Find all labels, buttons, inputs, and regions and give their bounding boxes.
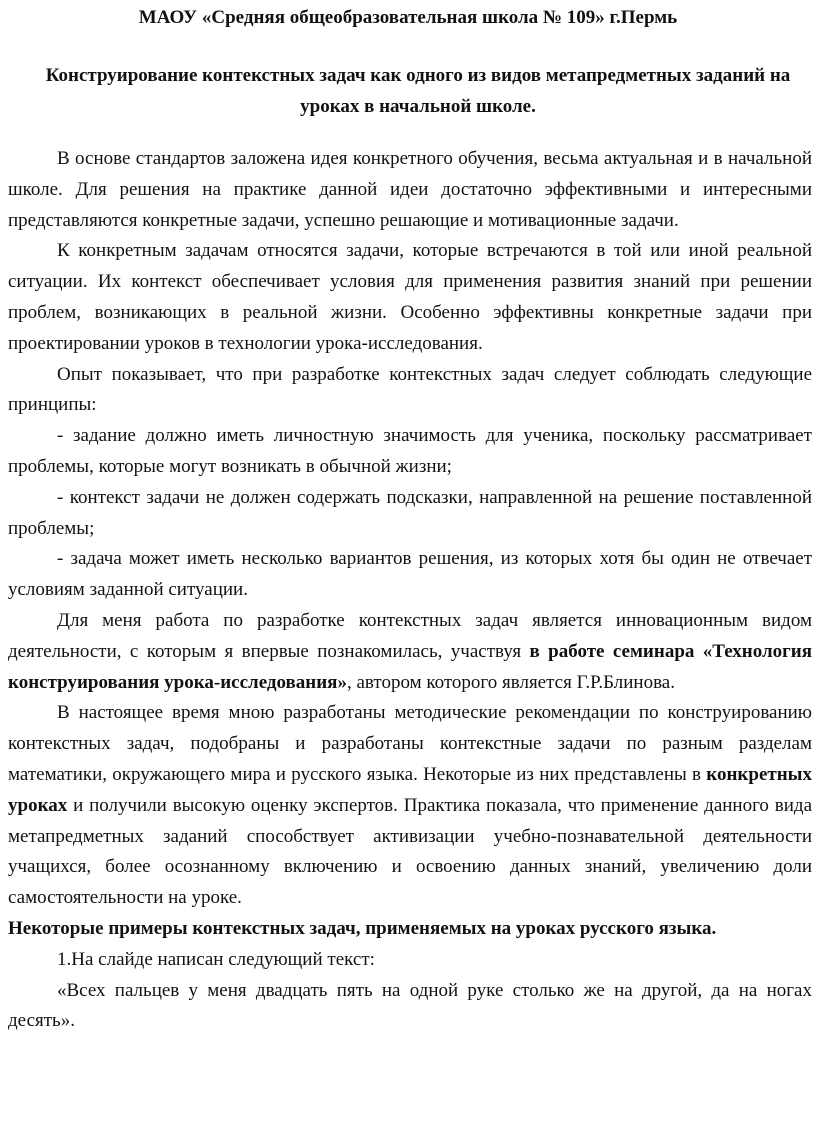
- section-title-examples: Некоторые примеры контекстных задач, применяемых на уроках русского языка.: [8, 917, 717, 939]
- paragraph-seminar-text-a: Для меня работа по разработке контекстных задач является инновационным видом деятельности, с которым я впервые познакомилась, участвуя: [8, 609, 812, 662]
- example-item-1: 1.На слайде написан следующий текст:: [57, 948, 375, 970]
- paragraph-standards: В основе стандартов заложена идея конкретного обучения, весьма актуальная и в начальной школе. Для решения на практике данной идеи достаточно эффективными и интересными представляются конкретные задачи, успешно решающие и мотивационные задачи.: [8, 148, 812, 231]
- document-body: [8, 144, 812, 1037]
- paragraph-results: [8, 698, 812, 914]
- concrete-lessons-term: конкретных уроках: [8, 763, 812, 816]
- paragraph-principles-intro: Опыт показывает, что при разработке контекстных задач следует соблюдать следующие принципы:: [8, 363, 812, 416]
- paragraph-seminar: [8, 606, 812, 698]
- school-header: МАОУ «Средняя общеобразовательная школа № 109» г.Пермь: [138, 7, 678, 28]
- document-title: Конструирование контекстных задач как одного из видов метапредметных заданий на уроках в начальной школе.: [45, 65, 791, 117]
- principle-item-2: - контекст задачи не должен содержать подсказки, направленной на решение поставленной проблемы;: [8, 486, 812, 539]
- paragraph-results-text-c: и получили высокую оценку экспертов. Практика показала, что применение данного вида метапредметных заданий способствует активизации учебно-познавательной деятельности учащихся, более осознанному включению и освоению данных знаний, увеличению доли самостоятельности на уроке.: [8, 794, 812, 909]
- principle-item-1: - задание должно иметь личностную значимость для ученика, поскольку рассматривает проблемы, которые могут возникать в обычной жизни;: [8, 425, 812, 477]
- principle-item-3: - задача может иметь несколько вариантов решения, из которых хотя бы один не отвечает условиям заданной ситуации.: [8, 548, 812, 601]
- paragraph-seminar-text-c: , автором которого является Г.Р.Блинова.: [346, 671, 675, 693]
- example-quote: «Всех пальцев у меня двадцать пять на одной руке столько же на другой, да на ногах десять».: [8, 979, 812, 1032]
- seminar-name: в работе семинара «Технология конструирования урока-исследования»: [8, 640, 812, 693]
- paragraph-results-text-a: В настоящее время мною разработаны методические рекомендации по конструированию контекстных задач, подобраны и разработаны контекстные задачи по разным разделам математики, окружающего мира и русского языка. Некоторые из них представлены в: [8, 702, 812, 785]
- paragraph-concrete-tasks: К конкретным задачам относятся задачи, которые встречаются в той или иной реальной ситуации. Их контекст обеспечивает условия для применения развития знаний при решении проблем, возникающих в реальной жизни. Особенно эффективны конкретные задачи при проектировании уроков в технологии урока-исследования.: [8, 240, 812, 354]
